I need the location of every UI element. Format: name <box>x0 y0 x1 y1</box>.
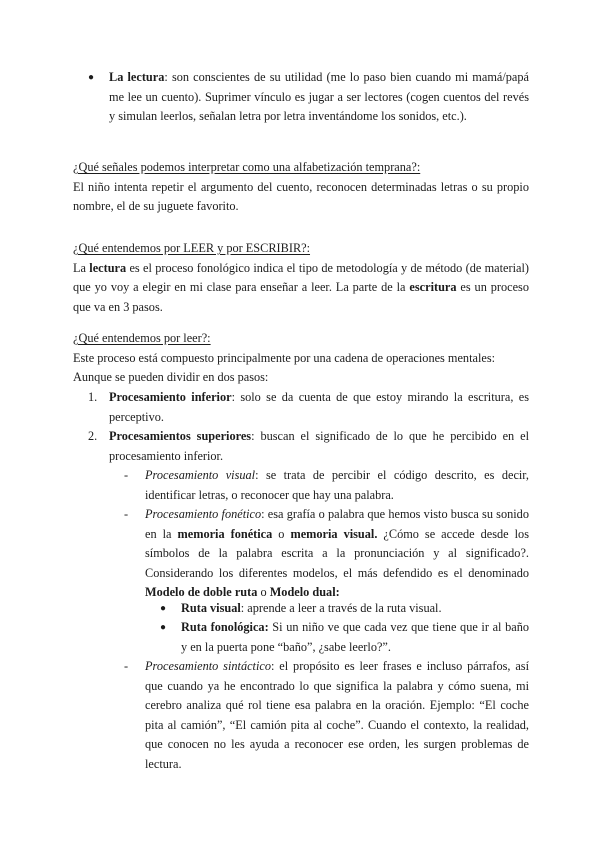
bullet-icon: ● <box>88 72 95 83</box>
section1-question: ¿Qué señales podemos interpretar como una alfabetización temprana?: <box>73 160 421 174</box>
route-visual-text: Ruta visual: aprende a leer a través de la ruta visual. <box>181 601 442 615</box>
sub-sintactico-text: Procesamiento sintáctico: el propósito es leer frases e incluso párrafos, así que cuando ya he encontrado lo que significa la palabra y cómo suena, mi cerebro analiza qué rol tiene esa palabra en la oración. Ejemplo: “El coche pita al camión”, “El camión pita al coche”. Cuando el contexto, la realidad, que conocen no les ayuda a reconocer ese orden, les surgen problemas de lectura. <box>145 659 529 771</box>
section3-line2: Aunque se pueden dividir en dos pasos: <box>73 370 269 384</box>
route-fonologica-text: Ruta fonológica: Si un niño ve que cada vez que tiene que ir al baño y en la puerta pone “baño”, ¿sabe leerlo?”. <box>181 620 529 654</box>
dash-marker: - <box>124 507 129 521</box>
bullet-icon: ● <box>160 622 167 633</box>
item-2-text: Procesamientos superiores: buscan el significado de lo que he percibido en el procesamiento inferior. <box>109 429 529 463</box>
sub-item-visual <box>124 466 529 505</box>
sub-item-fonetico <box>124 505 529 603</box>
sub-fonetico-text: Procesamiento fonético: esa grafía o palabra que hemos visto busca su sonido en la memoria fonética o memoria visual. ¿Cómo se accede desde los símbolos de la palabra escrita a la pronunciación y al significado?. Considerando los diferentes modelos, el más defendido es el denominado Modelo de doble ruta o Modelo dual: <box>145 507 529 599</box>
item-number: 2. <box>88 429 98 443</box>
route-item-visual <box>160 599 529 619</box>
bullet-icon: ● <box>160 603 167 614</box>
section-leer-escribir <box>73 239 529 317</box>
section1-answer: El niño intenta repetir el argumento del cuento, reconocen determinadas letras o su propio nombre, el de su juguete favorito. <box>73 179 529 213</box>
section-alfabetizacion <box>73 158 529 217</box>
sub-item-sintactico <box>124 657 529 774</box>
dash-marker: - <box>124 468 129 482</box>
sub-visual-text: Procesamiento visual: se trata de percibir el código descrito, es decir, identificar letras, o reconocer que hay una palabra. <box>145 468 529 502</box>
intro-item-text: La lectura: son conscientes de su utilidad (me lo paso bien cuando mi mamá/papá me lee un cuento). Suprimer vínculo es jugar a ser lectores (cogen cuentos del revés y simulan leerlos, señalan letra por letra inventándome los sonidos, etc.). <box>109 70 529 123</box>
numbered-item-2 <box>88 427 529 466</box>
item-1-text: Procesamiento inferior: solo se da cuenta de que estoy mirando la escritura, es perceptivo. <box>109 390 529 424</box>
route-item-fonologica <box>160 618 529 657</box>
section3-line1: Este proceso está compuesto principalmente por una cadena de operaciones mentales: <box>73 350 496 365</box>
section-que-es-leer <box>73 329 529 388</box>
section2-answer: La lectura es el proceso fonológico indica el tipo de metodología y de método (de material) que yo voy a elegir en mi clase para enseñar a leer. La parte de la escritura es un proceso que va en 3 pasos. <box>73 260 529 314</box>
section2-question: ¿Qué entendemos por LEER y por ESCRIBIR?: <box>73 241 311 255</box>
intro-bullet-item <box>88 68 529 127</box>
numbered-item-1 <box>88 388 529 427</box>
intro-item-bold: La lectura <box>109 70 165 84</box>
section3-question: ¿Qué entendemos por leer?: <box>73 331 211 345</box>
dash-marker: - <box>124 659 129 673</box>
item-number: 1. <box>88 390 98 404</box>
